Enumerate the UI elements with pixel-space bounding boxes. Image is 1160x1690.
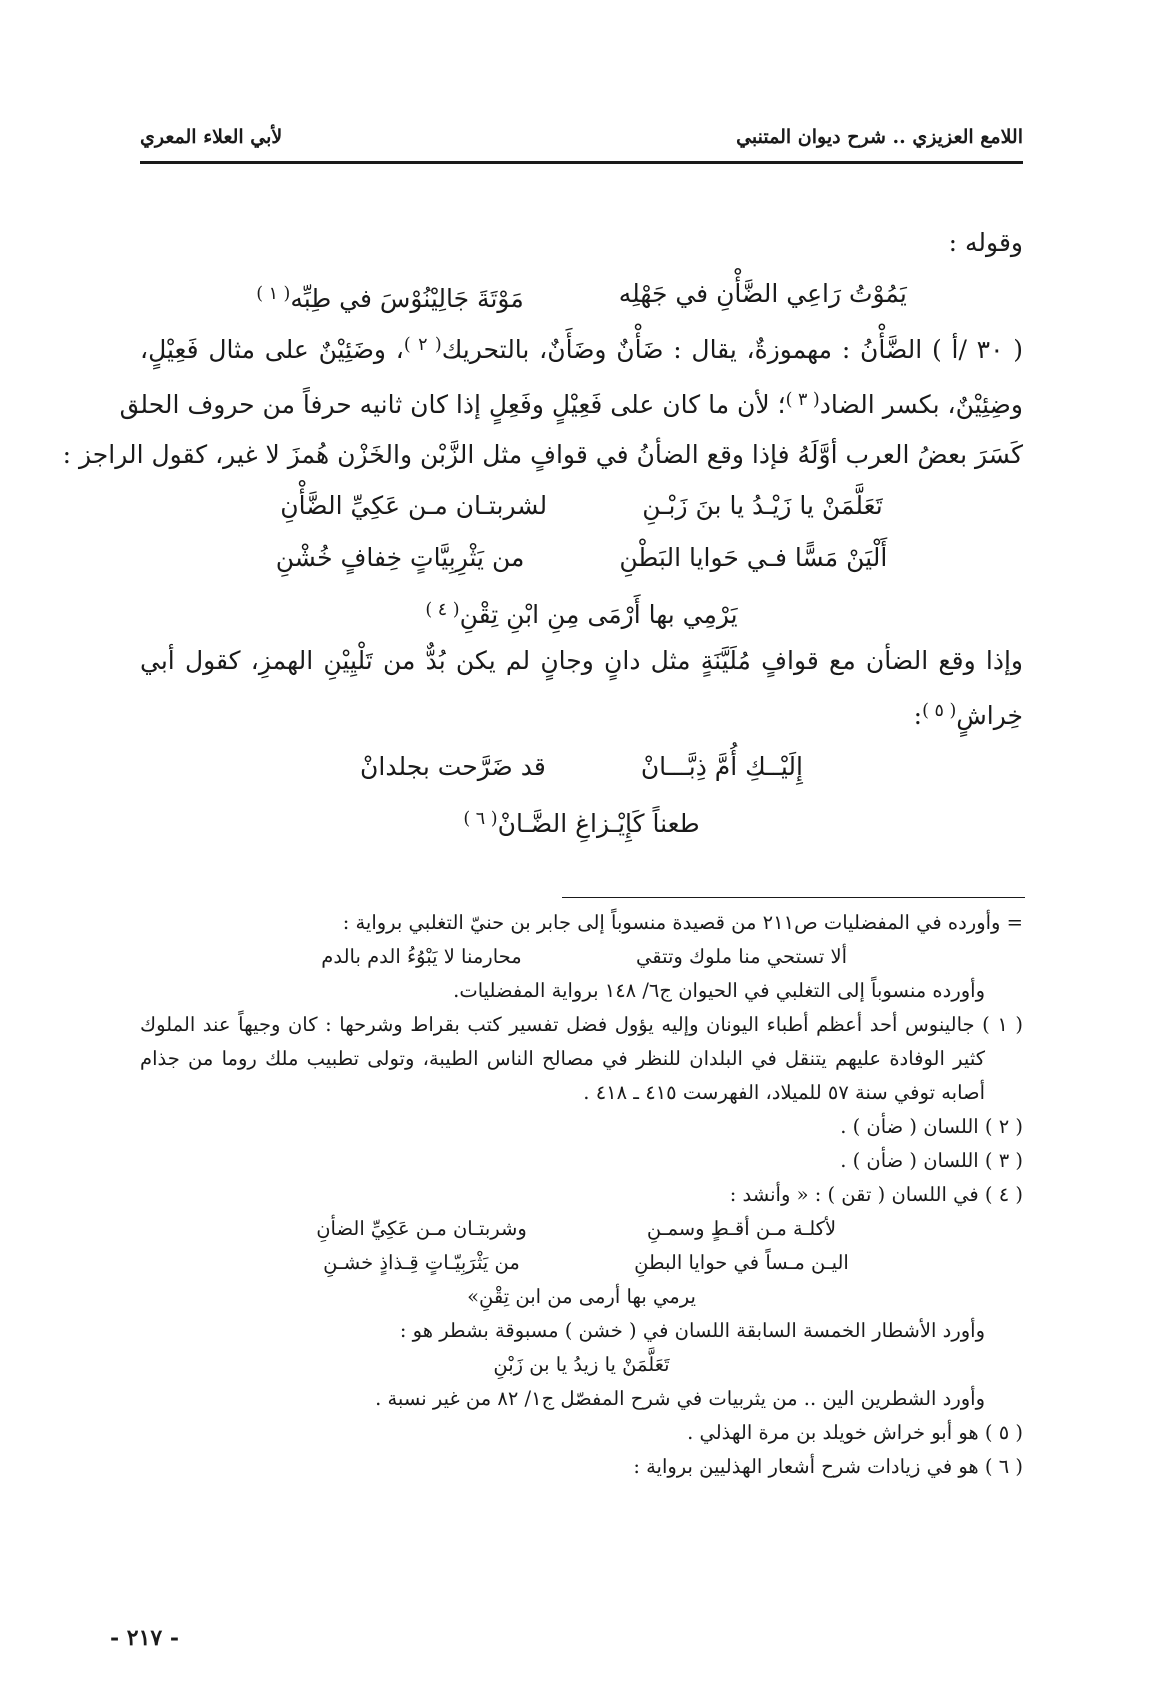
verse-1-second-hemistich: مَوْتَةَ جَالِيْنُوْسَ في طِبِّه$^{( ١ )}$ [256, 283, 524, 313]
verse-4-text: يَرْمِي بها أَرْمَى مِنِ ابْنِ تِقْنِ$^{( ٤ )}$ [425, 599, 738, 629]
page-number: - ٢١٧ - [110, 1625, 180, 1651]
verse-single-line: تَعَلَّمَنْ يا زيدُ يا بن زَبْنِ [493, 1353, 670, 1376]
verse-4 [140, 584, 1023, 636]
main-text [62, 218, 1024, 845]
verse-hemistich: اليـن مـساً في حوايا البطنِ [634, 1251, 849, 1274]
footnote-4-verse-2 [140, 1246, 1023, 1280]
intro-line [140, 218, 1023, 268]
running-head [140, 118, 1023, 148]
footnote-continuation: = وأورده في المفضليات ص٢١١ من قصيدة منسوباً إلى جابر بن حنيّ التغلبي برواية : [342, 911, 1023, 934]
verse-1-first-hemistich: يَمُوْتُ رَاعِي الضَّأْنِ في جَهْلِه [618, 279, 907, 308]
paragraph-1-line-3: كَسَرَ بعضُ العرب أوَّلَهُ فإذا وقع الضأنُ في قوافٍ مثل الزَّبْن والخَزْن هُمزَ لا غير، كقول الراجز : [62, 439, 1023, 469]
verse-5-second-hemistich: قد ضَرَّحت بجلدانْ [360, 751, 546, 781]
intro-text: وقوله : [948, 228, 1023, 257]
footnote-4-verse-1 [140, 1212, 1023, 1246]
verse-single-line: يرمي بها أرمى من ابن تِقْنِ» [467, 1285, 696, 1308]
verse-hemistich: وشربتـان مـن عَكِيِّ الضأنِ [316, 1217, 527, 1240]
paragraph-1-line-1: ( ٣٠ /أ ) الضَّأْنُ : مهموزةٌ، يقال : ضَأْنٌ وضَأَنٌ، بالتحريك$^{( ٢ )}$، وضَئِيْنٌ على مثال فَعِيْلٍ، [140, 334, 1024, 364]
footnote-ref-4[interactable]: ( ٤ ) [425, 599, 460, 620]
verse-hemistich: لأكلـة مـن أقـطٍ وسمـنِ [646, 1217, 837, 1240]
footnote-ref-3[interactable]: ( ٣ ) [785, 389, 820, 410]
verse-3-second-hemistich: من يَثْرِبِيَّاتٍ خِفافٍ خُشْنِ [275, 542, 525, 572]
footnote-continuation-verse [140, 940, 1023, 974]
footnote-ref-5[interactable]: ( ٥ ) [922, 700, 957, 721]
verse-2 [140, 480, 1023, 532]
footnote-continuation-end: وأورده منسوباً إلى التغلبي في الحيوان ج٦/ ١٤٨ برواية المفضليات. [453, 979, 985, 1002]
footnote-1-line-3: أصابه توفي سنة ٥٧ للميلاد، الفهرست ٤١٥ ـ ٤١٨ . [583, 1081, 985, 1104]
running-head-title: اللامع العزيزي .. شرح ديوان المتنبي [736, 126, 1023, 148]
header-rule [140, 161, 1023, 164]
verse-3-first-hemistich: أَلْيَنْ مَسًّا فـي حَوايا البَطْنِ [619, 542, 888, 572]
verse-1 [140, 268, 1023, 320]
footnote-ref-2[interactable]: ( ٢ ) [403, 335, 442, 355]
footnote-1-line-1: ( ١ ) جالينوس أحد أعظم أطباء اليونان وإليه يؤول فضل تفسير كتب بقراط وشرحها : كان وجيهاً عند الملوك [140, 1013, 1023, 1036]
footnote-4-intro: ( ٤ ) في اللسان ( تقن ) : « وأنشد : [729, 1183, 1023, 1206]
paragraph-2-line-2: خِراشٍ$^{( ٥ )}$: [913, 700, 1023, 730]
verse-2-second-hemistich: لشربتـان مـن عَكِيِّ الضَّأْنِ [280, 490, 548, 520]
footnote-4-line-b [140, 1348, 1023, 1382]
verse-6 [140, 793, 1023, 845]
verse-hemistich: من يَثْرَبِيّـاتٍ قِـذاذٍ خشـنِ [323, 1251, 520, 1274]
verse-5-first-hemistich: إِلَيْــكِ أُمَّ ذِبَّـــانْ [640, 751, 803, 781]
footnote-4-verse-3 [140, 1280, 1023, 1314]
verse-5 [140, 741, 1023, 793]
verse-hemistich: ألا تستحي منا ملوك وتتقي [635, 945, 848, 968]
footnote-1-line-2: كثير الوفادة عليهم يتنقل في البلدان للنظر في مصالح الناس الطيبة، وتولى تطبيب ملك روما من جذام [140, 1047, 985, 1070]
verse-3 [140, 532, 1023, 584]
footnote-ref-6[interactable]: ( ٦ ) [463, 808, 498, 829]
footnote-rule [562, 897, 1025, 898]
footnote-3: ( ٣ ) اللسان ( ضأن ) . [840, 1149, 1023, 1172]
footnote-2: ( ٢ ) اللسان ( ضأن ) . [840, 1115, 1023, 1138]
paragraph-2-line-1: وإذا وقع الضأن مع قوافٍ مُلَيَّنَةٍ مثل دانٍ وجانٍ لم يكن بُدٌّ من تَلْيِيْنِ الهمزِ، كقول أبي [140, 645, 1023, 675]
footnote-ref-1[interactable]: ( ١ ) [256, 284, 291, 304]
verse-2-first-hemistich: تَعَلَّمَنْ يا زَيْـدُ يا بنَ زَبْـنِ [642, 490, 883, 520]
running-head-author: لأبي العلاء المعري [140, 126, 283, 148]
footnote-4-line-a: وأورد الأشطار الخمسة السابقة اللسان في ( خشن ) مسبوقة بشطر هو : [399, 1319, 985, 1342]
verse-6-text: طعناً كَإِيْـزاغِ الضَّـانْ$^{( ٦ )}$ [463, 808, 700, 838]
verse-hemistich: محارمنا لا يَبْوُءُ الدم بالدم [321, 945, 522, 968]
footnote-6: ( ٦ ) هو في زيادات شرح أشعار الهذليين برواية : [633, 1455, 1023, 1478]
paragraph-1-line-2: وضِئِيْنٌ، بكسر الضاد$^{( ٣ )}$؛ لأن ما كان على فَعِيْلٍ وفَعِلٍ إذا كان ثانيه حرفاً من حروف الحلق [119, 389, 1023, 419]
footnotes [140, 906, 1023, 1484]
footnote-4-line-c: وأورد الشطرين الين .. من يثربيات في شرح المفصّل ج١/ ٨٢ من غير نسبة . [375, 1387, 985, 1410]
footnote-5: ( ٥ ) هو أبو خراش خويلد بن مرة الهذلي . [687, 1421, 1023, 1444]
